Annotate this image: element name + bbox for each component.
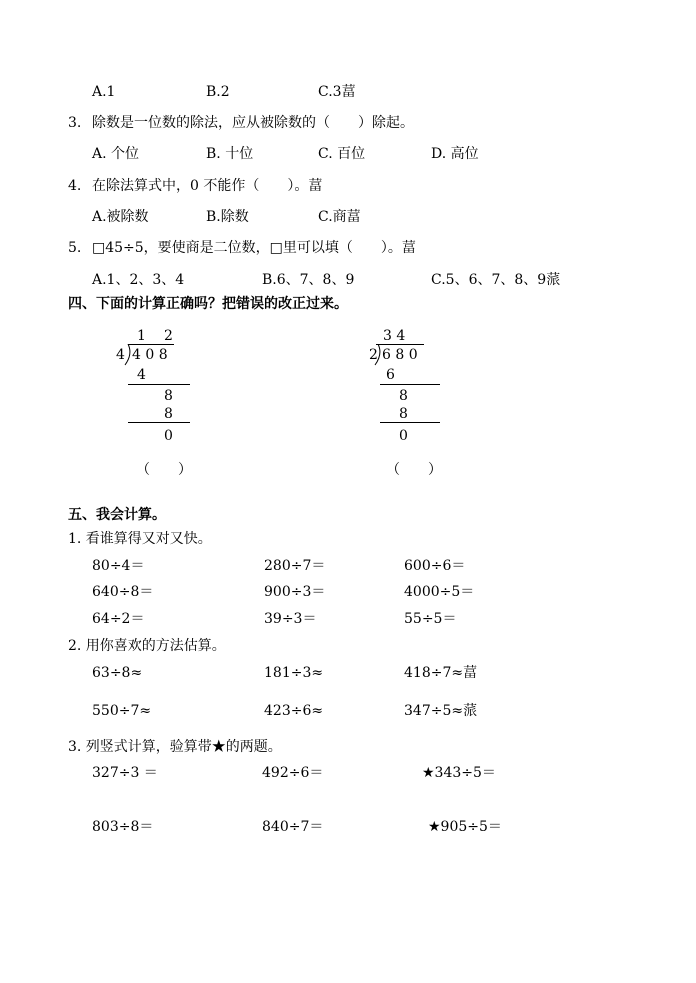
divisor: 4	[116, 347, 125, 363]
q4-option-a: A.被除数	[92, 209, 149, 225]
q5-option-a: A.1、2、3、4	[92, 272, 185, 288]
q2-option-b: B.2	[206, 84, 230, 100]
q5-text: □45÷5，要使商是二位数，□里可以填（ ）。葍	[92, 240, 416, 256]
quotient-digit-1: 1	[137, 328, 146, 344]
vertical-calc-item: 803÷8＝	[92, 819, 154, 835]
step-3: 8	[164, 406, 173, 422]
part2-label: 2. 用你喜欢的方法估算。	[68, 638, 226, 654]
q3-option-d: D. 高位	[431, 146, 479, 162]
part3-label: 3. 列竖式计算，验算带★的两题。	[68, 739, 282, 755]
q4-option-c: C.商葍	[318, 209, 361, 225]
q4-number: 4.	[68, 178, 82, 194]
vertical-calc-item: 327÷3 ＝	[92, 765, 158, 781]
step-3: 8	[399, 406, 408, 422]
division-bar	[128, 344, 174, 345]
step-line-2	[128, 422, 190, 423]
q3-text: 除数是一位数的除法，应从被除数的（ ）除起。	[92, 115, 414, 131]
calc-item: 900÷3＝	[264, 584, 326, 600]
step-line-1	[128, 384, 190, 385]
answer-bracket-1[interactable]: （ ）	[136, 462, 192, 478]
q5-option-b: B.6、7、8、9	[262, 272, 355, 288]
q5-number: 5.	[68, 240, 82, 256]
dividend: 6 8 0	[382, 347, 418, 363]
q4-text: 在除法算式中，0 不能作（ ）。葍	[92, 178, 323, 194]
vertical-calc-item-starred: ★343÷5＝	[422, 765, 496, 781]
calc-item: 4000÷5＝	[404, 584, 475, 600]
vertical-calc-item-starred: ★905÷5＝	[428, 819, 502, 835]
q5-option-c: C.5、6、7、8、9蒎	[431, 272, 561, 288]
quotient-digit-2: 2	[164, 328, 173, 344]
q3-option-b: B. 十位	[206, 146, 254, 162]
step-4: 0	[399, 428, 408, 444]
calc-item: 55÷5＝	[404, 611, 457, 627]
answer-bracket-2[interactable]: （ ）	[386, 462, 442, 478]
step-1: 6	[386, 367, 395, 383]
estimate-item: 181÷3≈	[264, 665, 324, 681]
vertical-calc-item: 492÷6＝	[262, 765, 324, 781]
section4-title: 四、下面的计算正确吗？把错误的改正过来。	[68, 296, 348, 312]
dividend: 4 0 8	[132, 347, 168, 363]
q2-option-a: A.1	[92, 84, 116, 100]
step-2: 8	[164, 388, 173, 404]
q4-option-b: B.除数	[206, 209, 249, 225]
step-4: 0	[164, 428, 173, 444]
estimate-item: 418÷7≈葍	[404, 665, 478, 681]
calc-item: 64÷2＝	[92, 611, 145, 627]
calc-item: 39÷3＝	[264, 611, 317, 627]
quotient: 3 4	[383, 328, 406, 344]
section5-title: 五、我会计算。	[68, 507, 166, 523]
step-line-1	[380, 384, 440, 385]
vertical-calc-item: 840÷7＝	[262, 819, 324, 835]
estimate-item: 550÷7≈	[92, 703, 152, 719]
q3-option-a: A. 个位	[92, 146, 140, 162]
step-2: 8	[399, 388, 408, 404]
q3-option-c: C. 百位	[318, 146, 366, 162]
step-line-2	[380, 422, 440, 423]
step-1: 4	[137, 367, 146, 383]
q2-option-c: C.3葍	[318, 84, 356, 100]
estimate-item: 423÷6≈	[264, 703, 324, 719]
estimate-item: 347÷5≈蒎	[404, 703, 478, 719]
divisor: 2	[369, 347, 378, 363]
calc-item: 640÷8＝	[92, 584, 154, 600]
q3-number: 3.	[68, 115, 82, 131]
part1-label: 1. 看谁算得又对又快。	[68, 531, 212, 547]
calc-item: 600÷6＝	[404, 558, 466, 574]
estimate-item: 63÷8≈	[92, 665, 143, 681]
calc-item: 80÷4＝	[92, 558, 145, 574]
calc-item: 280÷7＝	[264, 558, 326, 574]
